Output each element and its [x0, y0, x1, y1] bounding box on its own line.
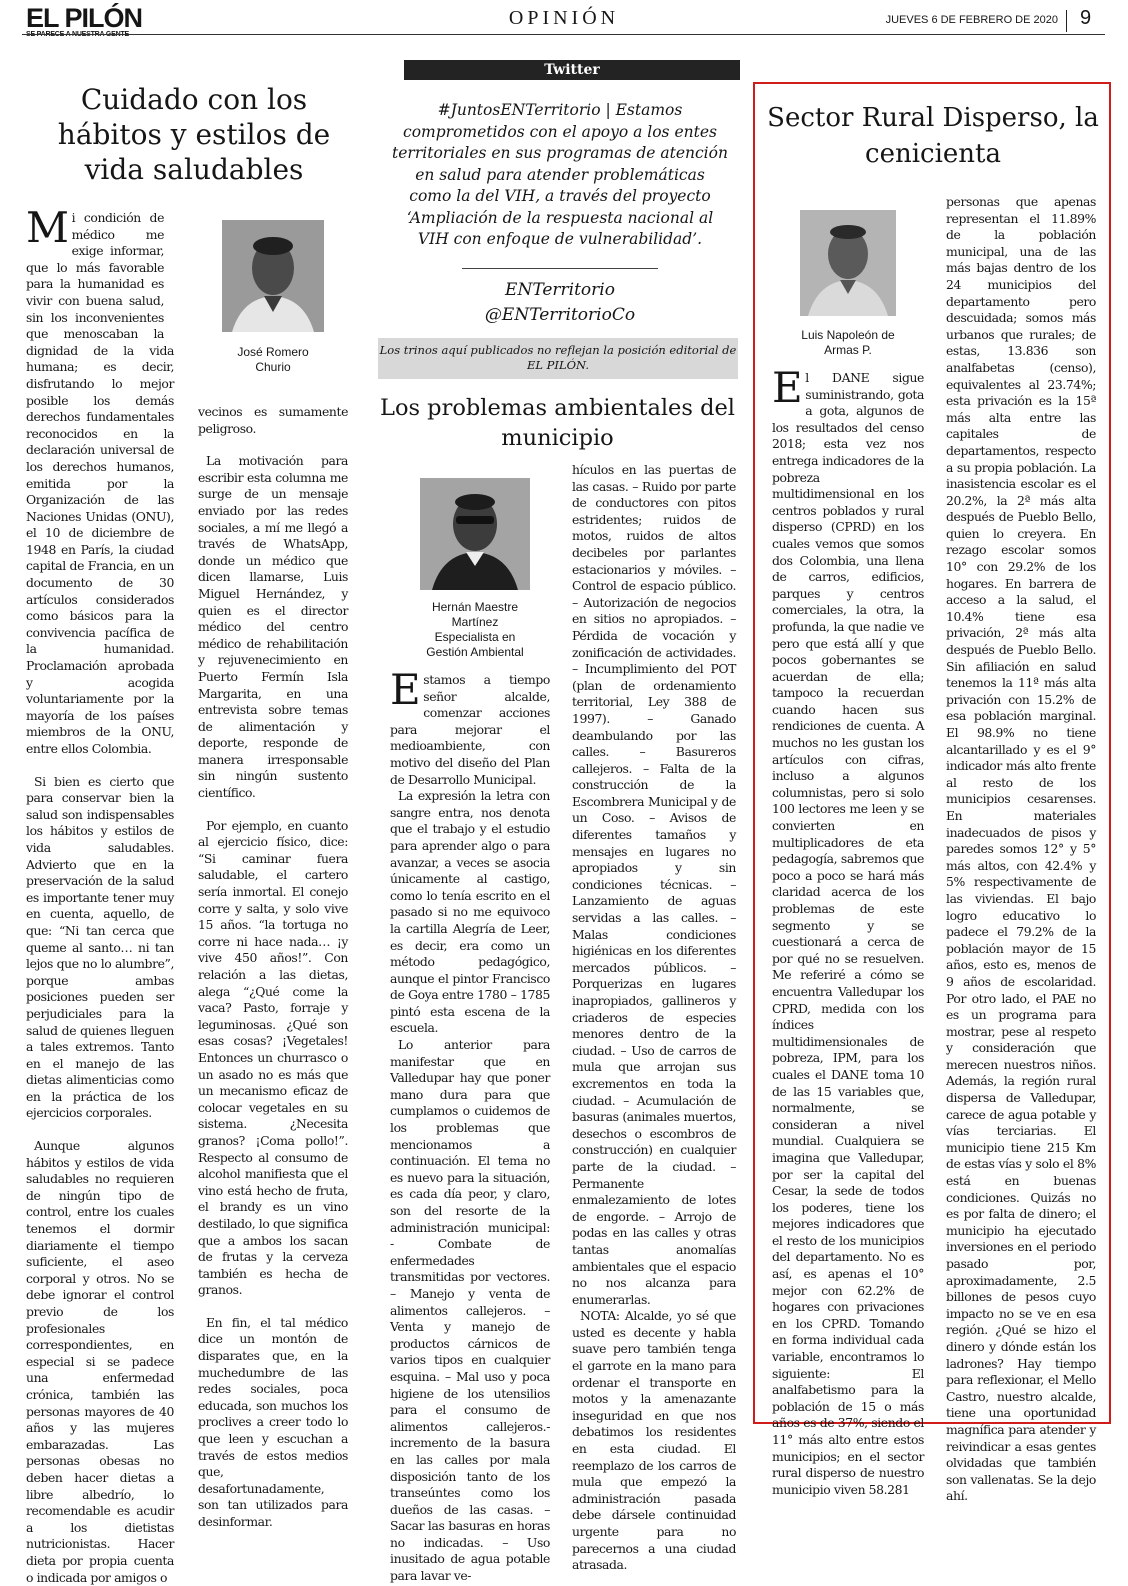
- article1-dropcap: M: [26, 203, 69, 252]
- article1-paragraph: Por ejemplo, en cuanto al ejercicio físico, dice: “Si caminar fuera saludable, el cartero sería inmortal. El conejo corre y salta, y solo vive 15 años. “la tortuga no corre ni hace nada… ¡y vive 450 años!”. Con relación a las dietas, alega “¿Qué come la vaca? Pasto, forraje y leguminosas. ¿Qué son esas cosas? ¡Vegetales! Entonces un churrasco o un asado no es más que un mecanismo eficaz de colocar vegetales en su sistema. ¿Necesita granos? ¡Coma pollo!”. Respecto al consumo de alcohol manifiesta que el vino está hecho de fruta, el brandy es un vino destilado, lo que significa que a ambos los sacan de frutas y la cerveza también es hecha de granos.: [198, 817, 349, 1298]
- article1-paragraph: i condición de médico me exige informar, que lo más favorable para la humanidad es vivir con buena salud, sin los inconvenientes que menoscaban la dignidad de la vida humana; es decir, disfrutando lo mejor posible los demás derechos fundamentales reconocidos en la declaración universal de los derechos humanos, emitida por la Organización de las Naciones Unidas (ONU), el 10 de diciembre de 1948 en París, la ciudad capital de Francia, en un documento de 30 artículos considerados como básicos para la convivencia pacífica de la humanidad. Proclamación aprobada y acogida voluntariamente por la mayoría de los países miembros de la ONU, entre ellos Colombia.: [26, 210, 174, 756]
- article2-column-a: [390, 665, 550, 1584]
- portrait-image: [222, 220, 324, 332]
- article2-column-b: [572, 462, 736, 1573]
- tweet-account-name: ENTerritorio: [505, 280, 615, 300]
- article3-column-a: [772, 363, 924, 1497]
- article2-paragraph: hículos en las puertas de las casas. – Ruido por parte de conductores con pitos estridentes; ruidos de motos, ruidos de altos decibeles por parlantes estacionarios y móviles. – Control de espacio público. – Autorización de negocios en sitios no apropiados. – Pérdida de vocación y zonificación de actividades. – Incumplimiento del POT (plan de ordenamiento territorial, Ley 388 de 1997). – Ganado deambulando por las calles. – Basureros callejeros. – Falta de la construcción de la Escombrera Municipal y de un Coso. – Avisos de diferentes tamaños y mensajes en lugares no apropiados y sin condiciones técnicas. – Lanzamiento de aguas servidas a las calles. – Malas condiciones higiénicas en los diferentes mercados públicos. – Porquerizas en lugares inapropiados, gallineros y criaderos de especies menores dentro de la ciudad. – Uso de carros de mula que arrojan sus excrementos en toda la ciudad. – Acumulación de basuras (animales muertos, desechos o escombros de construcción) en cualquier parte de la ciudad. – Permanente enmalezamiento de lotes de engorde. – Arrojo de podas en las calles y otras tantas anomalías ambientales que el espacio no nos alcanza para enumerarlas.: [572, 462, 736, 1307]
- article1-paragraph: vecinos es sumamente peligroso.: [198, 404, 348, 436]
- article1-author: [222, 345, 324, 375]
- article2-paragraph: Lo anterior para manifestar que en Valledupar hay que poner mano dura para que cumplamos o cuidemos de los problemas que mencionamos a continuación. El tema no es nuevo para la situación, es cada día peor, y claro, son del resorte de la administración municipal: - Combate de enfermedades transmitidas por vectores. – Manejo y venta de alimentos callejeros. – Venta y manejo de productos cárnicos de varios tipos en cualquier esquina. – Mal uso y poca higiene de los utensilios para el consumo de alimentos callejeros.- incremento de la basura en las calles por mala disposición tanto de los transeúntes como los dueños de las casas. – Sacar las basuras en horas no indicadas. – Uso inusitado de agua potable para lavar ve-: [390, 1037, 550, 1584]
- article1-paragraph: Si bien es cierto que para conservar bien la salud son indispensables los hábitos y estilos de vida saludables. Advierto que en la preservación de la salud es importante tener muy en cuenta, aquello, de que: “Ni tan cerca que queme al santo… ni tan lejos que no lo alumbre”, porque ambas posiciones pueden ser perjudiciales para la salud de quienes lleguen a tales extremos. Tanto en el manejo de las dietas alimenticias como en la práctica de los ejercicios corporales.: [26, 773, 174, 1121]
- article3-paragraph: l DANE sigue suministrando, gota a gota, algunos de los resultados del censo 2018; esta vez nos entrega indicadores de la pobreza multidimensional en los centros poblados y rural disperso (CPRD) en los cuales vemos que somos dos Colombia, una llena de carros, edificios, parques y centros comerciales, la otra, la profunda, la que nadie ve pero que está allí y que pocos gobernantes se acuerdan de ella; tampoco la recuerdan cuando hacen sus rendiciones de cuenta. A muchos no les gustan los artículos con cifras, incluso a algunos columnistas, pero si solo 100 lectores me leen y se convierten en multiplicadores de eta pedagogía, sabremos que poco a poco se hará más claridad acerca de los problemas de este segmento y se cuestionará a cerca de por qué no se resuelven. Me referiré a cómo se encuentra Valledupar los CPRD, medida con los índices multidimensionales de pobreza, IPM, para los cuales el DANE toma 10 de las 15 variables que, normalmente, se consideran a nivel mundial. Cualquiera se imagina que Valledupar, por ser la capital del Cesar, la sede de todos los poderes, tiene los mejores indicadores que el resto de los municipios del departamento. No es así, es apenas el 10° mejor con 62.2% de hogares con privaciones en los CPRD. Tomando en forma individual cada variable, encontramos lo siguiente: El analfabetismo para la población de 15 o más años es de 37%, siendo el 11° más alto entre estos municipios; en el sector rural disperso de nuestro municipio viven 58.281: [772, 370, 924, 1497]
- author-name-line: José Romero: [237, 345, 309, 359]
- article2-paragraph: NOTA: Alcalde, yo sé que usted es decente y habla suave pero también tenga el garrote en la mano para ordenar el transporte en motos y la amenazante inseguridad en que nos debatimos los residentes en esta ciudad. El reemplazo de los carros de mula que empezó la administración pasada debe dársele continuidad urgente para no parecernos a una ciudad atrasada.: [572, 1308, 736, 1573]
- portrait-image: [420, 478, 530, 590]
- twitter-label: Twitter: [404, 60, 740, 80]
- article2-author: [400, 600, 550, 660]
- author-name-line: Martínez: [451, 615, 499, 629]
- author-name-line: Luis Napoleón de: [801, 328, 895, 342]
- article3-author: [780, 328, 916, 358]
- article3-column-b: [946, 194, 1096, 1504]
- logo-slogan: [26, 31, 129, 39]
- tweet-divider: [462, 268, 658, 269]
- article3-dropcap: E: [772, 363, 803, 412]
- author-name-line: Hernán Maestre: [431, 600, 519, 614]
- author-name-line: Especialista en: [434, 630, 516, 644]
- article2-author-photo: [420, 478, 530, 590]
- article2-dropcap: E: [390, 665, 421, 714]
- article1-paragraph: La motivación para escribir esta columna me surge de un mensaje enviado por las redes sociales, a mí me llegó a través de WhatsApp, donde un médico que dicen llamarse, Luis Miguel Hernández, y quien es el director médico del centro médico de rehabilitación y rejuvenecimiento en Puerto Fermín Isla Margarita, en una entrevista sobre temas de alimentación y deporte, responde de manera irresponsable sin ningún sustento científico.: [198, 453, 348, 801]
- portrait-image: [800, 210, 896, 316]
- header-divider: [1066, 10, 1067, 32]
- article2-title: Los problemas ambientales del municipio: [380, 395, 735, 451]
- header-rule: [22, 34, 1105, 35]
- article1-column-b: [198, 404, 349, 1529]
- article2-paragraph: stamos a tiempo señor alcalde, comenzar acciones para mejorar el medioambiente, con motivo del diseño del Plan de Desarrollo Municipal.: [390, 672, 550, 787]
- article1-paragraph: En fin, el tal médico dice un montón de disparates que, en la muchedumbre de las redes sociales, poca educada, son muchos los proclives a creer todo lo que leen y escuchan a través de estos medios que, desafortunadamente, son tan utilizados para desinformar.: [198, 1314, 348, 1529]
- tweet-text: #JuntosENTerritorio | Estamos comprometidos con el apoyo a los entes territoriales en sus programas de atención en salud para atender problemáticas como la del VIH, a través del proyecto ‘Ampliación de la respuesta nacional al VIH con enfoque de vulnerabilidad’.: [392, 101, 728, 248]
- issue-date: JUEVES 6 DE FEBRERO DE 2020: [885, 14, 1058, 26]
- article1-author-photo: [222, 220, 324, 332]
- article3-paragraph: personas que apenas representan el 11.89% de la población municipal, una de las más bajas dentro de los 24 municipios del departamento pero descuidada; somos más urbanos que rurales; de estas, 13.836 son analfabetas (censo), equivalentes al 23.74%; esta privación es la 15ª más alta entre las capitales de departamentos, respecto a su propia población. La inasistencia escolar es el 20.2%, la 2ª más alta después de Pueblo Bello, quien lo creyera. En rezago escolar somos 10° con 29.2% de los hogares. En barrera de acceso a la salud, el 10.4% tiene esa privación, 2ª más alta después de Pueblo Bello. Sin afiliación en salud tenemos la 11ª más alta privación con 15.2% de esa población marginal. El 98.9% no tiene alcantarillado y es el 9° indicador más alto frente al resto de los municipios cesarenses. En materiales inadecuados de pisos y paredes somos 12° y 5° más altos, con 42.4% y 5% respectivamente de las viviendas. El bajo logro educativo lo padece el 79.2% de la población mayor de 15 años, esto es, menos de 9 años de escolaridad. Por otro lado, el PAE no es un programa para mostrar, pese al respeto y consideración que merecen nuestros niños. Además, la región rural dispersa de Valledupar, carece de agua potable y vías terciarias. El municipio tiene 215 Km de estas vías y solo el 8% está en buenas condiciones. Quizás no es por falta de dinero; el municipio ha ejecutado inversiones en el periodo pasado por, aproximadamente, 2.5 billones de pesos cuyo impacto no se ve en esa región. ¿Qué se hizo el dinero y dónde están los ladrones? Hay tiempo para reflexionar, el Mello Castro, nuestro alcalde, tiene una oportunidad magnífica para atender y reivindicar a esas gentes olvidadas que también son vallenatas. Se la dejo ahí.: [946, 194, 1096, 1504]
- tweet-account-handle: @ENTerritorioCo: [484, 305, 636, 325]
- author-name-line: Churio: [255, 360, 291, 374]
- article3-author-photo: [800, 210, 896, 316]
- article1-column-a: [26, 203, 174, 1585]
- twitter-disclaimer: Los trinos aquí publicados no reflejan la posición editorial de EL PILÓN.: [378, 338, 738, 379]
- section-title: OPINIÓN: [508, 7, 620, 29]
- article3-title: Sector Rural Disperso, la cenicienta: [767, 103, 1099, 169]
- article2-paragraph: La expresión la letra con sangre entra, nos denota que el trabajo y el estudio para aprender algo o para avanzar, a veces se asocia únicamente al castigo, como lo tenía escrito en el pasado si no me equivoco la cartilla Alegría de Leer, es decir, era como un método pedagógico, aunque el pintor Francisco de Goya entre 1780 – 1785 pintó esta escena de la escuela.: [390, 788, 550, 1036]
- article1-paragraph: Aunque algunos hábitos y estilos de vida saludables no requieren de ningún tipo de control, entre los cuales tenemos el dormir diariamente el tiempo suficiente, el aseo corporal y otros. No se debe ignorar el control previo de los profesionales correspondientes, en especial si se padece una enfermedad crónica, también las personas mayores de 40 años y las mujeres embarazadas. Las personas obesas no deben hacer dietas a libre albedrío, lo recomendable es acudir a los dietistas nutricionistas. Hacer dieta por propia cuenta o indicada por amigos o: [26, 1138, 174, 1585]
- page-number: 9: [1080, 7, 1092, 29]
- article1-title: Cuidado con los hábitos y estilos de vida saludables: [57, 83, 331, 186]
- author-name-line: Armas P.: [824, 343, 872, 357]
- author-name-line: Gestión Ambiental: [426, 645, 524, 659]
- logo-name: EL PILÓN: [26, 3, 143, 33]
